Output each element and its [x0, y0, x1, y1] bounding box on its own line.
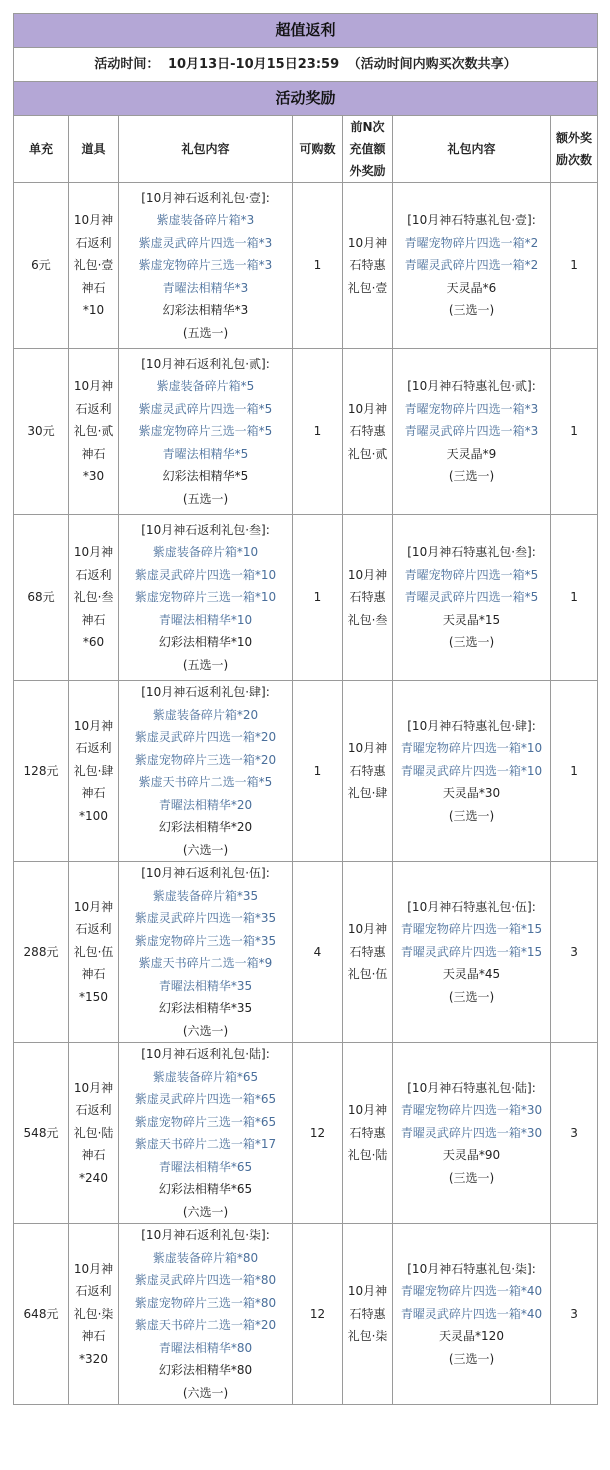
pack-item: 紫虚灵武碎片四选一箱*5 — [138, 401, 273, 416]
pack-item: 紫虚宠物碎片三选一箱*3 — [138, 258, 273, 273]
extra-choice: (三选一) — [448, 635, 495, 650]
pack-item: 紫虚天书碎片二选一箱*9 — [138, 956, 273, 970]
pack-item: 紫虚天书碎片二选一箱*20 — [134, 1318, 277, 1332]
item-name: 10月神石返利礼包·贰 — [73, 379, 114, 439]
pack-title: [10月神石返利礼包·叁]: — [141, 522, 270, 537]
extra-times-cell: 1 — [551, 515, 598, 681]
pack-item: 紫虚宠物碎片三选一箱*80 — [134, 1295, 277, 1310]
extra-item: 青曜宠物碎片四选一箱*2 — [404, 235, 539, 250]
item-qty: 神石*10 — [81, 280, 106, 318]
pack-content-cell — [119, 183, 293, 349]
pack-item: 紫虚灵武碎片四选一箱*3 — [138, 235, 273, 250]
extra-choice: (三选一) — [448, 303, 495, 318]
pack-content-cell — [119, 1043, 293, 1224]
header-extra-content: 礼包内容 — [393, 116, 551, 183]
pack-content-cell — [119, 1224, 293, 1405]
extra-item: 青曜灵武碎片四选一箱*30 — [400, 1125, 543, 1140]
pack-item: 青曜法相精华*35 — [158, 978, 253, 993]
pack-title: [10月神石返利礼包·陆]: — [141, 1047, 270, 1061]
extra-choice: (三选一) — [448, 808, 495, 823]
extra-times-cell: 1 — [551, 349, 598, 515]
charge-cell: 30元 — [14, 349, 69, 515]
pack-item: 紫虚灵武碎片四选一箱*20 — [134, 730, 277, 744]
extra-item: 青曜宠物碎片四选一箱*30 — [400, 1103, 543, 1118]
extra-content-cell — [393, 183, 551, 349]
table-row — [14, 183, 598, 349]
buyable-cell: 4 — [293, 862, 343, 1043]
item-cell — [69, 183, 119, 349]
pack-item: 紫虚灵武碎片四选一箱*80 — [134, 1273, 277, 1287]
extra-item: 青曜宠物碎片四选一箱*5 — [404, 567, 539, 582]
extra-times-cell: 1 — [551, 183, 598, 349]
extra-name-cell: 10月神石特惠礼包·肆 — [343, 681, 393, 862]
buyable-cell: 1 — [293, 349, 343, 515]
item-qty: 神石*240 — [79, 1148, 108, 1185]
extra-item: 青曜宠物碎片四选一箱*15 — [400, 922, 543, 937]
pack-item: 紫虚装备碎片箱*20 — [152, 707, 259, 722]
pack-content-cell — [119, 862, 293, 1043]
pack-item: 紫虚灵武碎片四选一箱*10 — [134, 567, 277, 582]
extra-choice: (三选一) — [448, 989, 495, 1004]
item-qty: 神石*150 — [79, 967, 108, 1004]
charge-cell: 648元 — [14, 1224, 69, 1405]
table-row — [14, 515, 598, 681]
item-name: 10月神石返利礼包·壹 — [73, 213, 114, 273]
pack-item: 紫虚天书碎片二选一箱*17 — [134, 1137, 277, 1151]
extra-name-cell: 10月神石特惠礼包·陆 — [343, 1043, 393, 1224]
item-name: 10月神石返利礼包·叁 — [73, 545, 114, 605]
item-qty: 神石*60 — [81, 612, 106, 650]
pack-item: 紫虚装备碎片箱*10 — [152, 545, 259, 560]
extra-title: [10月神石特惠礼包·肆]: — [407, 718, 536, 733]
pack-item: 青曜法相精华*3 — [162, 280, 249, 295]
pack-choice: (六选一) — [182, 1204, 229, 1219]
extra-title: [10月神石特惠礼包·陆]: — [407, 1080, 536, 1095]
extra-title: [10月神石特惠礼包·叁]: — [407, 545, 536, 560]
charge-cell: 548元 — [14, 1043, 69, 1224]
extra-item: 青曜灵武碎片四选一箱*2 — [404, 258, 539, 273]
header-content: 礼包内容 — [119, 116, 293, 183]
item-name: 10月神石返利礼包·肆 — [73, 718, 114, 778]
table-row — [14, 862, 598, 1043]
extra-item: 青曜宠物碎片四选一箱*3 — [404, 401, 539, 416]
pack-plain-item: 幻彩法相精华*65 — [158, 1182, 253, 1196]
extra-plain-item: 天灵晶*30 — [442, 786, 501, 801]
header-extra-reward: 前N次充值额外奖励 — [343, 116, 393, 183]
item-cell — [69, 349, 119, 515]
extra-item: 青曜宠物碎片四选一箱*40 — [400, 1284, 543, 1299]
time-label: 活动时间： — [94, 57, 160, 72]
pack-item: 青曜法相精华*10 — [158, 612, 253, 627]
pack-item: 紫虚装备碎片箱*35 — [152, 888, 259, 903]
extra-plain-item: 天灵晶*90 — [442, 1148, 501, 1163]
buyable-cell: 12 — [293, 1043, 343, 1224]
pack-choice: (五选一) — [182, 325, 229, 340]
extra-title: [10月神石特惠礼包·贰]: — [407, 379, 536, 394]
extra-content-cell — [393, 349, 551, 515]
buyable-cell: 12 — [293, 1224, 343, 1405]
extra-item: 青曜灵武碎片四选一箱*3 — [404, 424, 539, 439]
pack-choice: (五选一) — [182, 657, 229, 672]
pack-plain-item: 幻彩法相精华*20 — [158, 820, 253, 834]
header-charge: 单充 — [14, 116, 69, 183]
time-value: 10月13日-10月15日23:59 — [167, 57, 340, 72]
extra-choice: (三选一) — [448, 1351, 495, 1366]
pack-item: 紫虚宠物碎片三选一箱*65 — [134, 1114, 277, 1129]
extra-title: [10月神石特惠礼包·伍]: — [407, 899, 536, 914]
item-cell — [69, 1043, 119, 1224]
pack-item: 紫虚天书碎片二选一箱*5 — [138, 775, 273, 789]
extra-name-cell: 10月神石特惠礼包·叁 — [343, 515, 393, 681]
extra-times-cell: 3 — [551, 1224, 598, 1405]
table-row — [14, 349, 598, 515]
extra-content-cell — [393, 1043, 551, 1224]
pack-content-cell — [119, 515, 293, 681]
pack-choice: (五选一) — [182, 491, 229, 506]
section-title: 活动奖励 — [14, 82, 598, 116]
pack-item: 紫虚装备碎片箱*65 — [152, 1069, 259, 1084]
charge-cell: 68元 — [14, 515, 69, 681]
extra-name-cell: 10月神石特惠礼包·壹 — [343, 183, 393, 349]
pack-title: [10月神石返利礼包·壹]: — [141, 190, 270, 205]
pack-item: 紫虚装备碎片箱*80 — [152, 1250, 259, 1265]
extra-times-cell: 3 — [551, 862, 598, 1043]
item-cell — [69, 681, 119, 862]
extra-name-cell: 10月神石特惠礼包·柒 — [343, 1224, 393, 1405]
pack-item: 紫虚灵武碎片四选一箱*35 — [134, 911, 277, 925]
pack-item: 青曜法相精华*5 — [162, 446, 249, 461]
extra-item: 青曜灵武碎片四选一箱*5 — [404, 590, 539, 605]
extra-name-cell: 10月神石特惠礼包·伍 — [343, 862, 393, 1043]
pack-choice: (六选一) — [182, 1385, 229, 1400]
extra-content-cell — [393, 515, 551, 681]
buyable-cell: 1 — [293, 183, 343, 349]
charge-cell: 128元 — [14, 681, 69, 862]
extra-content-cell — [393, 862, 551, 1043]
rebate-sheet — [13, 13, 597, 1405]
extra-name-cell: 10月神石特惠礼包·贰 — [343, 349, 393, 515]
extra-plain-item: 天灵晶*120 — [439, 1329, 504, 1344]
item-cell — [69, 862, 119, 1043]
item-name: 10月神石返利礼包·陆 — [73, 1080, 114, 1140]
pack-item: 紫虚装备碎片箱*5 — [156, 379, 255, 394]
pack-title: [10月神石返利礼包·柒]: — [141, 1228, 270, 1242]
pack-content-cell — [119, 349, 293, 515]
rebate-table — [13, 13, 598, 1405]
extra-times-cell: 1 — [551, 681, 598, 862]
pack-item: 紫虚宠物碎片三选一箱*20 — [134, 752, 277, 767]
pack-choice: (六选一) — [182, 842, 229, 857]
extra-item: 青曜宠物碎片四选一箱*10 — [400, 741, 543, 756]
buyable-cell: 1 — [293, 515, 343, 681]
pack-plain-item: 幻彩法相精华*80 — [158, 1363, 253, 1377]
header-item: 道具 — [69, 116, 119, 183]
activity-time — [14, 48, 598, 82]
pack-item: 紫虚宠物碎片三选一箱*10 — [134, 590, 277, 605]
charge-cell: 6元 — [14, 183, 69, 349]
pack-plain-item: 幻彩法相精华*5 — [162, 469, 249, 484]
extra-plain-item: 天灵晶*15 — [442, 612, 501, 627]
extra-title: [10月神石特惠礼包·壹]: — [407, 213, 536, 228]
table-row — [14, 1224, 598, 1405]
item-qty: 神石*100 — [79, 786, 108, 823]
pack-item: 紫虚灵武碎片四选一箱*65 — [134, 1092, 277, 1106]
charge-cell: 288元 — [14, 862, 69, 1043]
pack-title: [10月神石返利礼包·肆]: — [141, 685, 270, 699]
table-row — [14, 681, 598, 862]
pack-item: 紫虚装备碎片箱*3 — [156, 213, 255, 228]
header-extra-times: 额外奖励次数 — [551, 116, 598, 183]
pack-item: 青曜法相精华*20 — [158, 797, 253, 812]
page-title: 超值返利 — [14, 14, 598, 48]
extra-content-cell — [393, 1224, 551, 1405]
pack-item: 紫虚宠物碎片三选一箱*35 — [134, 933, 277, 948]
pack-plain-item: 幻彩法相精华*35 — [158, 1001, 253, 1015]
item-cell — [69, 515, 119, 681]
pack-item: 青曜法相精华*65 — [158, 1159, 253, 1174]
extra-plain-item: 天灵晶*6 — [446, 280, 497, 295]
item-qty: 神石*320 — [79, 1329, 108, 1366]
pack-choice: (六选一) — [182, 1023, 229, 1038]
pack-plain-item: 幻彩法相精华*10 — [158, 635, 253, 650]
item-qty: 神石*30 — [81, 446, 106, 484]
pack-title: [10月神石返利礼包·贰]: — [141, 356, 270, 371]
pack-content-cell — [119, 681, 293, 862]
table-row — [14, 1043, 598, 1224]
extra-item: 青曜灵武碎片四选一箱*15 — [400, 944, 543, 959]
extra-content-cell — [393, 681, 551, 862]
table-header-row — [14, 116, 598, 183]
buyable-cell: 1 — [293, 681, 343, 862]
extra-title: [10月神石特惠礼包·柒]: — [407, 1261, 536, 1276]
extra-item: 青曜灵武碎片四选一箱*10 — [400, 763, 543, 778]
item-cell — [69, 1224, 119, 1405]
time-note: （活动时间内购买次数共享） — [347, 57, 517, 72]
pack-item: 紫虚宠物碎片三选一箱*5 — [138, 424, 273, 439]
pack-item: 青曜法相精华*80 — [158, 1340, 253, 1355]
extra-choice: (三选一) — [448, 1170, 495, 1185]
extra-times-cell: 3 — [551, 1043, 598, 1224]
extra-plain-item: 天灵晶*9 — [446, 446, 497, 461]
header-buyable: 可购数 — [293, 116, 343, 183]
pack-title: [10月神石返利礼包·伍]: — [141, 866, 270, 880]
item-name: 10月神石返利礼包·柒 — [73, 1261, 114, 1321]
pack-plain-item: 幻彩法相精华*3 — [162, 303, 249, 318]
extra-item: 青曜灵武碎片四选一箱*40 — [400, 1306, 543, 1321]
extra-plain-item: 天灵晶*45 — [442, 967, 501, 982]
item-name: 10月神石返利礼包·伍 — [73, 899, 114, 959]
extra-choice: (三选一) — [448, 469, 495, 484]
